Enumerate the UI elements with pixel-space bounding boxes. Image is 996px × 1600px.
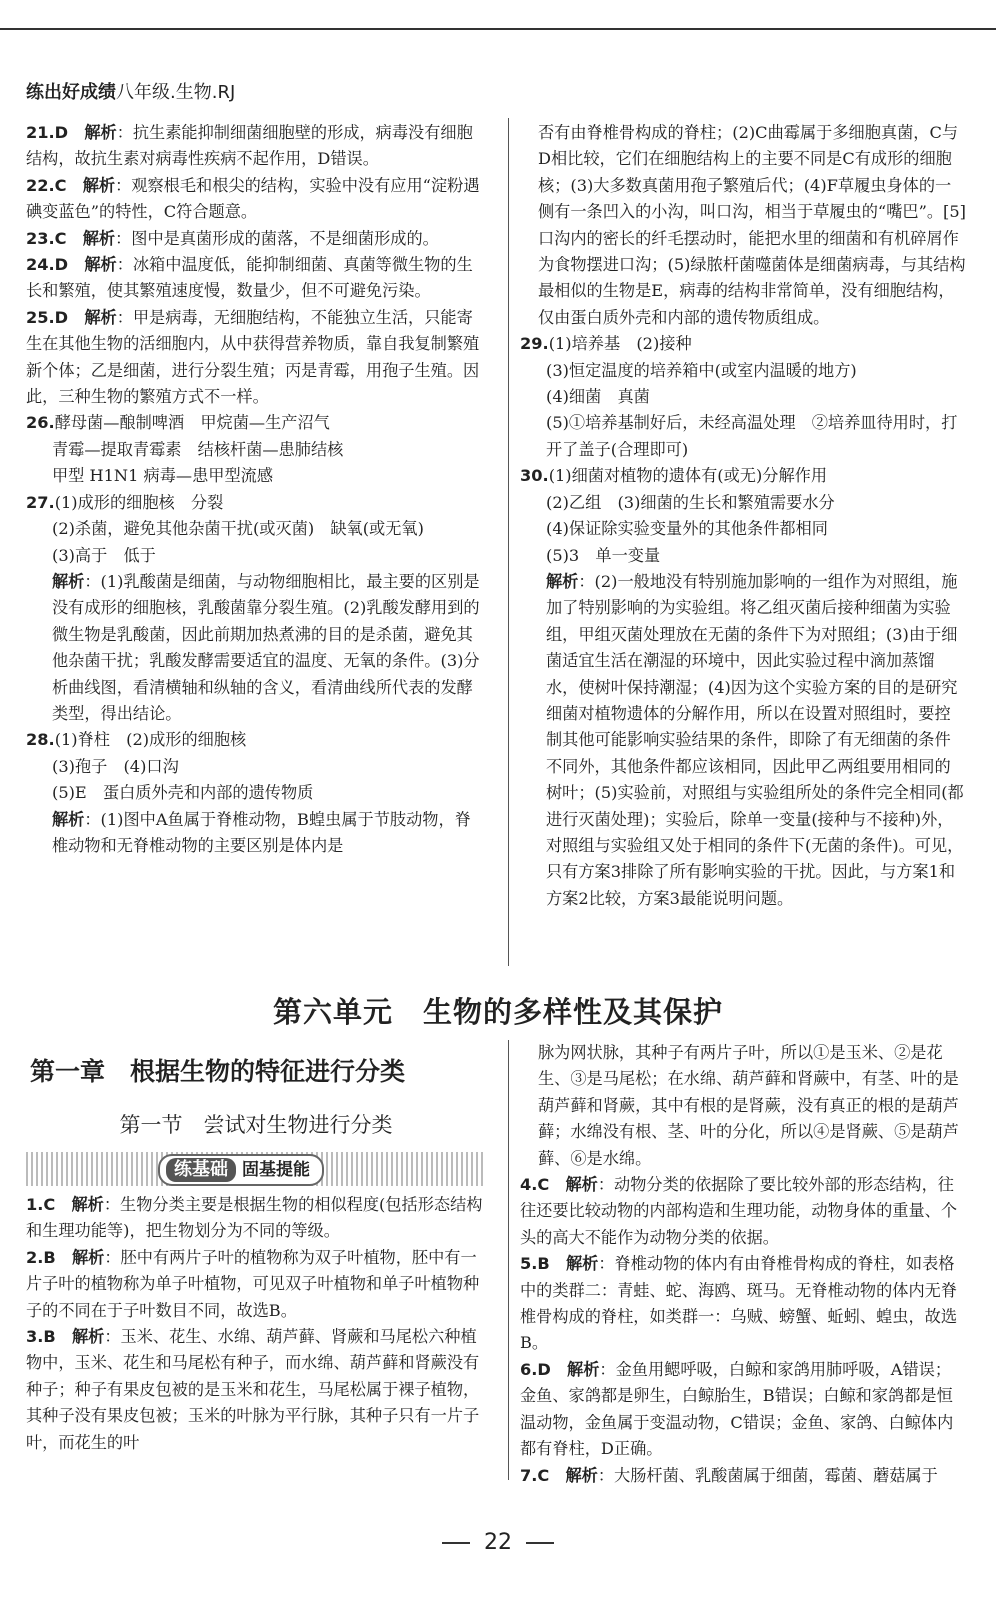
- answer-7: 7.C 解析：大肠杆菌、乳酸菌属于细菌，霉菌、蘑菇属于: [520, 1465, 938, 1485]
- answer-30: 30.(1)细菌对植物的遗体有(或无)分解作用 (2)乙组 (3)细菌的生长和繁殖需要水分 (4)保证除实验变量外的其他条件都相同 (5)3 单一变量 解析：(2)一般地没有特别施加影响的一组作为对照组，施加了特别影响的为实验组。将乙组灭菌后接种细菌为实验组，甲组灭菌处理放在无菌的条件下为对照组；(3)由于细菌适宜生活在潮湿的环境中，因此实验过程中滴加蒸馏水，使树叶保持潮湿；(4)因为这个实验方案的目的是研究细菌对植物遗体的分解作用，所以在设置对照组时，要控制其他可能影响实验结果的条件，即除了有无细菌的条件不同外，其他条件都应该相同，因此甲乙两组要用相同的树叶；(5)实验前，对照组与实验组所处的条件完全相同(都进行灭菌处理)；实验后，除单一变量(接种与不接种)外，对照组与实验组又处于相同的条件下(无菌的条件)。可见，只有方案3排除了所有影响实验的干扰。因此，与方案1和方案2比较，方案3最能说明问题。: [520, 466, 964, 908]
- practice-banner: [26, 1152, 486, 1186]
- answer-24: 24.D 解析：冰箱中温度低，能抑制细菌、真菌等微生物的生长和繁殖，使其繁殖速度慢，数量少，但不可避免污染。: [26, 255, 473, 301]
- page-number-dash-left: [442, 1542, 470, 1544]
- page-number: 22: [0, 1530, 996, 1555]
- answer-26: 26.酵母菌—酿制啤酒 甲烷菌—生产沼气 青霉—提取青霉素 结核杆菌—患肺结核 甲型 H1N1 病毒—患甲型流感: [26, 413, 344, 486]
- banner-label: 练基础 固基提能: [158, 1154, 324, 1186]
- answer-28: 28.(1)脊柱 (2)成形的细胞核 (3)孢子 (4)口沟 (5)E 蛋白质外壳和内部的遗传物质 解析：(1)图中A鱼属于脊椎动物，B蝗虫属于节肢动物，脊椎动物和无脊椎动物的主要区别是体内是: [26, 730, 471, 855]
- page-header: [26, 78, 235, 104]
- answer-22: 22.C 解析：观察根毛和根尖的结构，实验中没有应用“淀粉遇碘变蓝色”的特性，C符合题意。: [26, 175, 480, 222]
- answer-4: 4.C 解析：动物分类的依据除了要比较外部的形态结构，往往还要比较动物的内部构造和生理功能，动物身体的重量、个头的高大不能作为动物分类的依据。: [520, 1175, 958, 1247]
- header-subtitle: 八年级.生物.RJ: [116, 82, 236, 103]
- answer-3: 3.B 解析：玉米、花生、水绵、葫芦藓、肾蕨和马尾松六种植物中，玉米、花生和马尾松有种子，而水绵、葫芦藓和肾蕨没有种子；种子有果皮包被的是玉米和花生，马尾松属于裸子植物，其种子没有果皮包被；玉米的叶脉为平行脉，其种子只有一片子叶，而花生的叶: [26, 1327, 480, 1452]
- answer-5: 5.B 解析：脊椎动物的体内有由脊椎骨构成的脊柱，如表格中的类群二：青蛙、蛇、海鸥、斑马。无脊椎动物的体内无脊椎骨构成的脊柱，如类群一：乌贼、螃蟹、蚯蚓、蝗虫，故选B。: [520, 1254, 958, 1353]
- header-brand: 练出好成绩: [26, 82, 116, 103]
- section-title: 第一节 尝试对生物进行分类: [119, 1113, 393, 1137]
- unit-title: 第六单元 生物的多样性及其保护: [272, 995, 723, 1029]
- right-column-bottom: [520, 1040, 966, 1489]
- left-column-bottom: [26, 1052, 486, 1456]
- chapter-title: 第一章 根据生物的特征进行分类: [30, 1057, 406, 1086]
- right-column-top: [520, 120, 966, 912]
- answer-28-continued: 否有由脊椎骨构成的脊柱；(2)C曲霉属于多细胞真菌，C与D相比较，它们在细胞结构上的主要不同是C有成形的细胞核；(3)大多数真菌用孢子繁殖后代；(4)F草履虫身体的一侧有一条凹入的小沟，叫口沟，相当于草履虫的“嘴巴”。[5]口沟内的密长的纤毛摆动时，能把水里的细菌和有机碎屑作为食物摆进口沟；(5)绿脓杆菌噬菌体是细菌病毒，与其结构最相似的生物是E，病毒的结构非常简单，没有细胞结构，仅由蛋白质外壳和内部的遗传物质组成。: [538, 123, 966, 327]
- top-rule: [0, 28, 996, 30]
- answer-3-continued: 脉为网状脉，其种子有两片子叶，所以①是玉米、②是花生、③是马尾松；在水绵、葫芦藓和肾蕨中，有茎、叶的是葫芦藓和肾蕨，其中有根的是肾蕨，没有真正的根的是葫芦藓；水绵没有根、茎、叶的分化，所以④是肾蕨、⑤是葫芦藓、⑥是水绵。: [538, 1043, 959, 1168]
- answer-27: 27.(1)成形的细胞核 分裂 (2)杀菌，避免其他杂菌干扰(或灭菌) 缺氧(或无氧) (3)高于 低于 解析：(1)乳酸菌是细菌，与动物细胞相比，最主要的区别是没有成形的细胞核，乳酸菌靠分裂生殖。(2)乳酸发酵用到的微生物是乳酸菌，因此前期加热煮沸的目的是杀菌，避免其他杂菌干扰；乳酸发酵需要适宜的温度、无氧的条件。(3)分析曲线图，看清横轴和纵轴的含义，看清曲线所代表的发酵类型，得出结论。: [26, 492, 480, 723]
- answer-25: 25.D 解析：甲是病毒，无细胞结构，不能独立生活，只能寄生在其他生物的活细胞内，从中获得营养物质，靠自我复制繁殖新个体；乙是细菌，进行分裂生殖；丙是青霉，用孢子生殖。因此，三种生物的繁殖方式不一样。: [26, 307, 480, 407]
- page-number-dash-right: [526, 1542, 554, 1544]
- answer-21: 21.D 解析：抗生素能抑制细菌细胞壁的形成，病毒没有细胞结构，故抗生素对病毒性疾病不起作用，D错误。: [26, 123, 473, 169]
- column-divider-bottom: [508, 1040, 509, 1480]
- answer-23: 23.C 解析：图中是真菌形成的菌落，不是细菌形成的。: [26, 228, 439, 248]
- answer-1: 1.C 解析：生物分类主要是根据生物的相似程度(包括形态结构和生理功能等)，把生物划分为不同的等级。: [26, 1195, 483, 1241]
- answer-6: 6.D 解析：金鱼用鳃呼吸，白鲸和家鸽用肺呼吸，A错误；金鱼、家鸽都是卵生，白鲸胎生，B错误；白鲸和家鸽都是恒温动物，金鱼属于变温动物，C错误；金鱼、家鸽、白鲸体内都有脊柱，D正确。: [520, 1359, 954, 1459]
- left-column-top: [26, 120, 486, 859]
- answer-29: 29.(1)培养基 (2)接种 (3)恒定温度的培养箱中(或室内温暖的地方) (4)细菌 真菌 (5)①培养基制好后，未经高温处理 ②培养皿待用时，打开了盖子(合理即可): [520, 334, 958, 459]
- column-divider-top: [508, 118, 509, 966]
- answer-2: 2.B 解析：胚中有两片子叶的植物称为双子叶植物，胚中有一片子叶的植物称为单子叶植物，可见双子叶植物和单子叶植物种子的不同在于子叶数目不同，故选B。: [26, 1247, 480, 1320]
